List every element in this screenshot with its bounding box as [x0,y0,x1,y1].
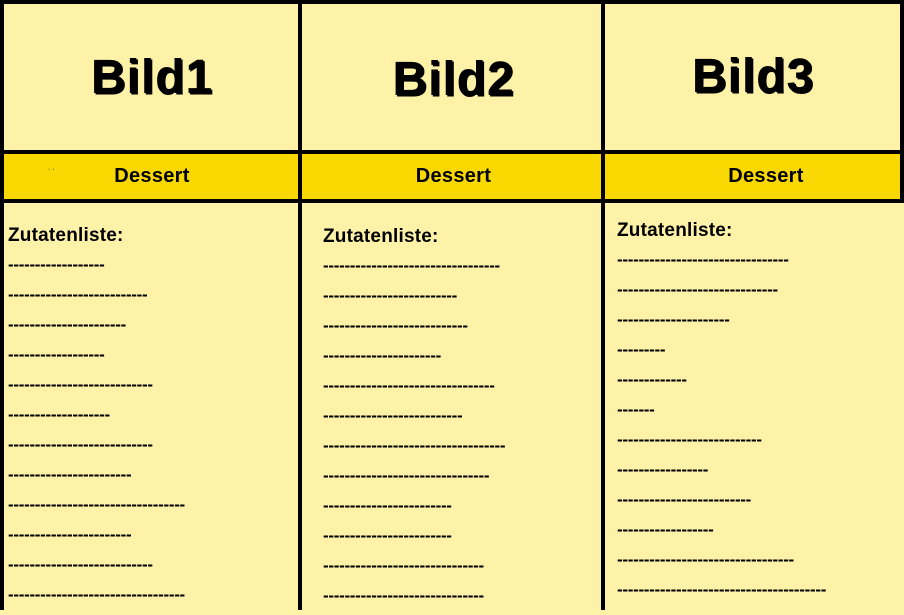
column-1-title: Bild1 [90,50,214,104]
ingredient-line: -------------------------- [8,285,148,304]
ingredient-line: -------------------------------- [323,376,495,395]
stray-marks: · · [48,166,55,173]
column-2-title: Bild2 [392,52,515,106]
title-divider [0,150,904,154]
ingredient-line: --------------------------- [8,435,153,454]
ingredient-line: --------------------- [617,310,730,329]
ingredient-line: ---------------------------------- [323,436,506,455]
ingredient-line: --------------------------- [8,375,153,394]
ingredient-line: ---------------------- [323,346,441,365]
ingredient-line: --------------------------------------- [617,580,827,599]
column-1-category: Dessert [114,165,190,187]
ingredient-line: ------------------ [617,520,714,539]
ingredient-line: ------------------------------ [323,586,484,605]
ingredient-line: ------------------------------- [323,466,490,485]
column-3-category: Dessert [728,165,804,187]
ingredient-line: --------------------------------- [8,585,185,604]
column-divider-1 [298,0,302,610]
ingredient-line: --------- [617,340,666,359]
ingredient-line: ------- [617,400,655,419]
ingredient-line: ------------------ [8,255,105,274]
ingredient-line: ------------------- [8,405,110,424]
ingredient-line: --------------------------- [8,555,153,574]
ingredients-heading: Zutatenliste: [617,220,733,241]
ingredient-line: ------------------------ [323,526,452,545]
ingredient-line: --------------------------------- [8,495,185,514]
ingredient-line: ------------------------- [323,286,458,305]
column-1-ingredients [8,224,185,614]
ingredient-line: -------------------------------- [617,250,789,269]
ingredient-line: ------------------ [8,345,105,364]
ingredient-line: --------------------------- [323,316,468,335]
ingredient-line: ----------------------- [8,525,132,544]
ingredient-line: --------------------------- [617,430,762,449]
right-border [900,0,904,200]
band-divider [0,199,904,203]
ingredient-line: ------------------------------ [617,280,778,299]
left-border [0,0,4,610]
ingredient-line: ------------------------ [323,496,452,515]
top-border [0,0,904,4]
ingredient-line: ------------------------------ [323,556,484,575]
ingredient-line: ------------------------- [617,490,752,509]
ingredient-line: --------------------------------- [617,550,794,569]
column-3-ingredients [617,219,826,609]
ingredient-line: ----------------------- [8,465,132,484]
ingredients-heading: Zutatenliste: [8,225,124,246]
column-3-title: Bild3 [691,49,815,103]
ingredient-line: -------------------------- [323,406,463,425]
column-2-category: Dessert [415,165,492,187]
ingredient-line: ---------------------- [8,315,126,334]
ingredients-heading: Zutatenliste: [323,226,439,247]
column-2-ingredients [323,225,505,615]
ingredient-line: ------------- [617,370,687,389]
ingredient-line: ----------------- [617,460,709,479]
column-divider-2 [601,0,605,610]
title-row [0,4,904,150]
ingredient-line: --------------------------------- [323,256,500,275]
